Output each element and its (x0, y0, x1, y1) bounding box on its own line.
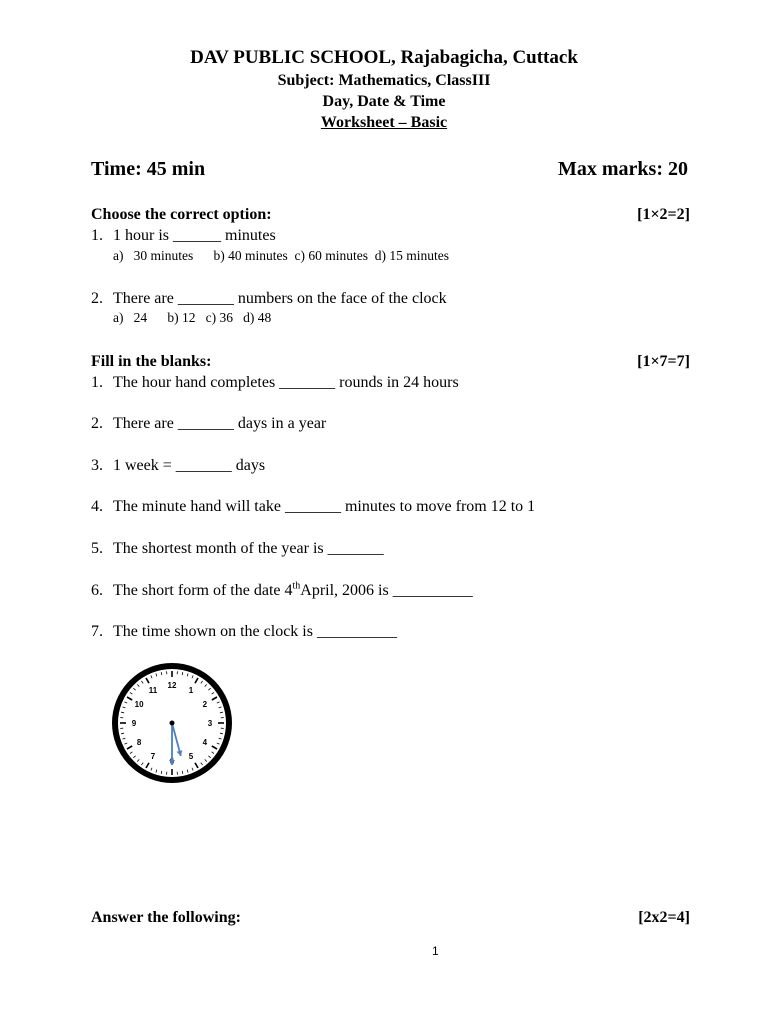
question-text-before: The short form of the date 4 (113, 582, 293, 599)
fill-question-5 (91, 540, 384, 558)
question-number: 6. (91, 582, 103, 599)
section3-title: Answer the following: (91, 909, 241, 926)
worksheet-title: Worksheet – Basic (320, 114, 448, 131)
clock-number: 5 (188, 751, 194, 761)
max-marks-label: Max marks: 20 (558, 158, 688, 180)
clock-number: 1 (188, 686, 194, 696)
mcq-options-1: a) 30 minutes b) 40 minutes c) 60 minutes d) 15 minutes (113, 248, 449, 263)
question-text: The time shown on the clock is __________ (113, 623, 397, 640)
section2-title: Fill in the blanks: (91, 353, 212, 370)
question-text: 1 hour is ______ minutes (113, 227, 276, 244)
question-text-after: April, 2006 is __________ (300, 582, 473, 599)
clock-number: 11 (148, 686, 158, 696)
question-text: 1 week = _______ days (113, 457, 266, 474)
question-number: 2. (91, 415, 103, 432)
question-number: 7. (91, 623, 103, 640)
fill-question-1 (91, 374, 459, 392)
topic-line: Day, Date & Time (322, 93, 446, 110)
school-name: DAV PUBLIC SCHOOL, Rajabagicha, Cuttack (190, 47, 578, 68)
clock-number: 3 (207, 719, 213, 728)
fill-question-6 (91, 582, 473, 600)
question-text: The shortest month of the year is _______ (113, 540, 384, 557)
fill-question-3 (91, 457, 265, 475)
clock-number: 10 (134, 700, 144, 709)
question-number: 1. (91, 374, 103, 391)
mcq-question-1 (91, 227, 276, 245)
ordinal-suffix: th (292, 580, 301, 592)
clock-number: 7 (150, 751, 156, 761)
mcq-question-2 (91, 290, 447, 308)
mcq-options-2: a) 24 b) 12 c) 36 d) 48 (113, 310, 272, 325)
section2-marks: [1×7=7] (637, 353, 690, 370)
question-text: There are _______ numbers on the face of the clock (113, 290, 447, 307)
subject-line: Subject: Mathematics, ClassIII (277, 72, 491, 89)
clock-illustration (110, 660, 234, 788)
question-number: 1. (91, 227, 103, 244)
section1-title: Choose the correct option: (91, 206, 272, 223)
question-number: 2. (91, 290, 103, 307)
question-text: The minute hand will take _______ minutes to move from 12 to 1 (113, 498, 536, 515)
section3-marks: [2x2=4] (638, 909, 690, 926)
time-label: Time: 45 min (91, 158, 206, 180)
question-text: The hour hand completes _______ rounds in 24 hours (113, 374, 459, 391)
clock-number: 9 (131, 719, 137, 728)
fill-question-2 (91, 415, 326, 433)
clock-number: 8 (136, 738, 142, 747)
question-text: There are _______ days in a year (113, 415, 327, 432)
question-number: 4. (91, 498, 103, 515)
clock-number: 12 (167, 681, 177, 690)
section1-marks: [1×2=2] (637, 206, 690, 223)
clock-number: 4 (202, 738, 208, 747)
clock-center-dot (170, 721, 175, 726)
clock-number: 2 (202, 700, 208, 709)
fill-question-7 (91, 623, 397, 641)
fill-question-4 (91, 498, 535, 516)
page-number: 1 (432, 944, 439, 958)
question-number: 5. (91, 540, 103, 557)
question-number: 3. (91, 457, 103, 474)
